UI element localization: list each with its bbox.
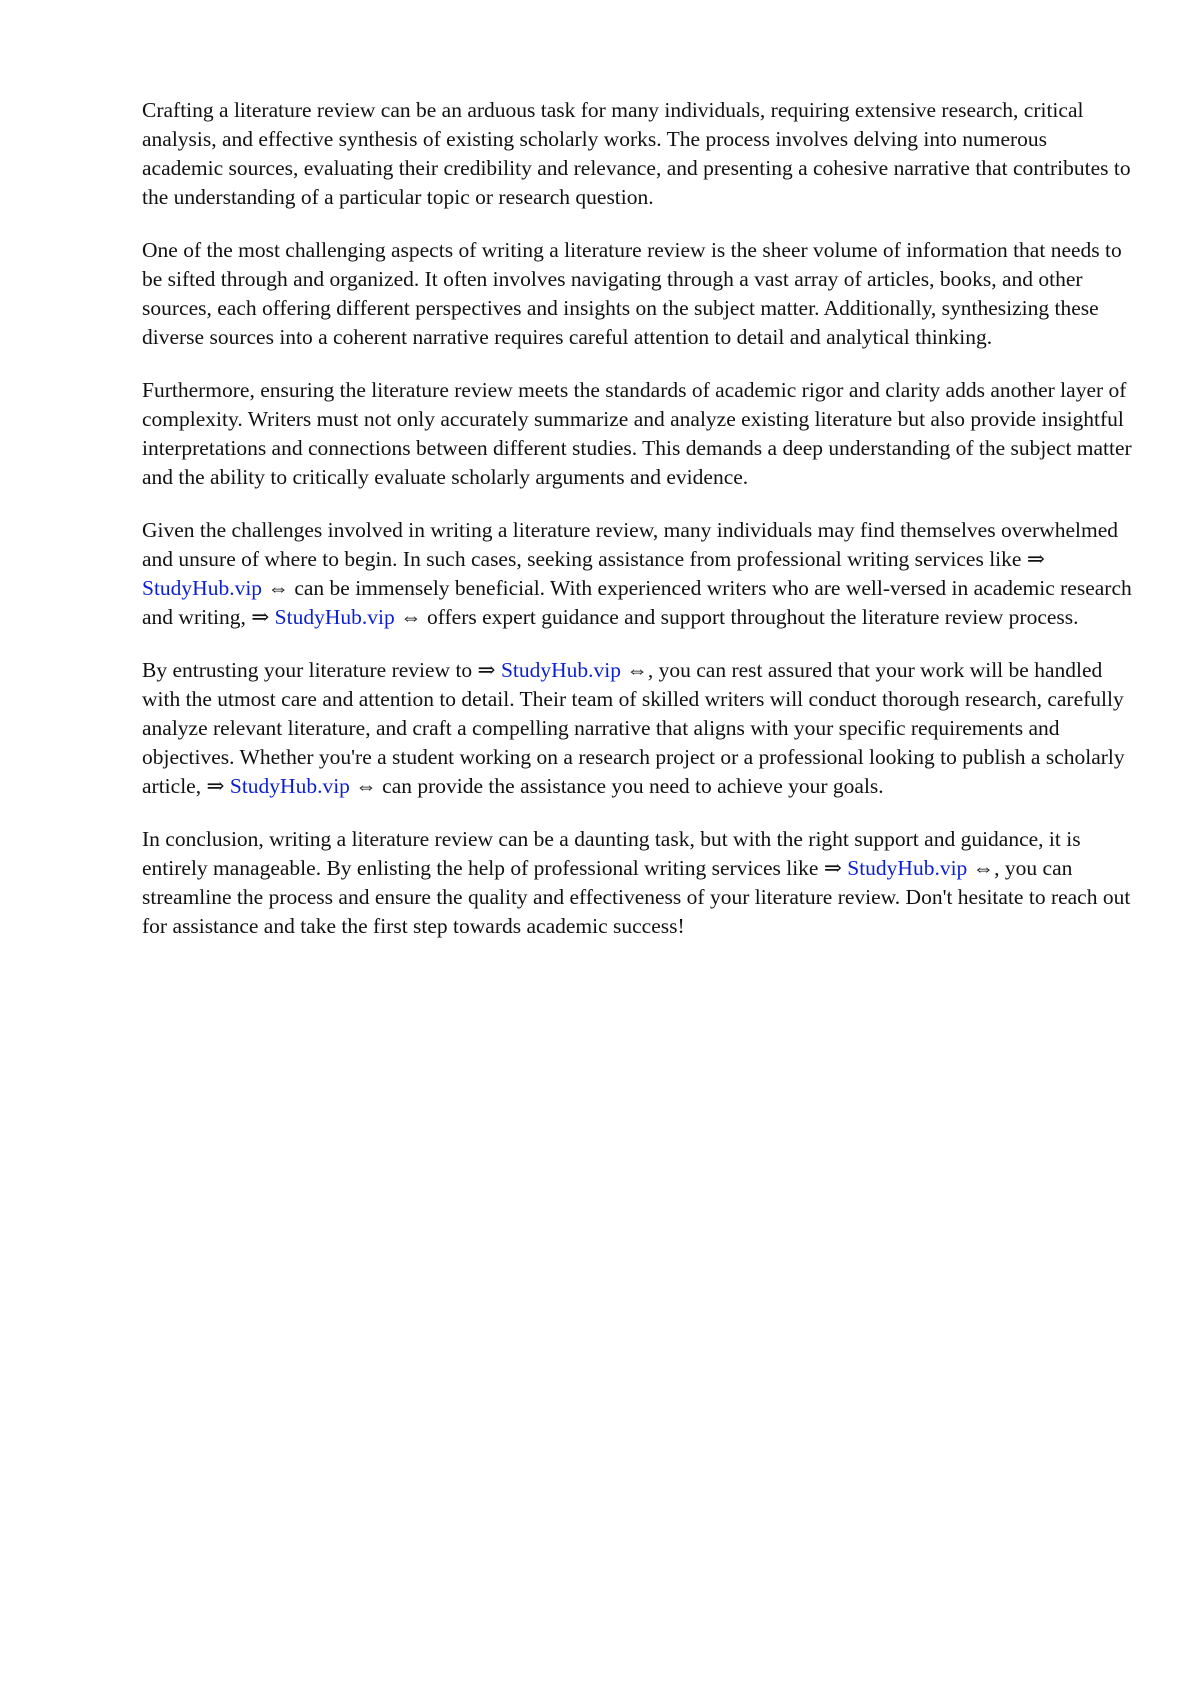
paragraph-text: ⇔, you can streamline the process and ensure the quality and effectiveness of your literature review. Don't hesitate to reach out for assistance and take the first step towards academic success!: [142, 856, 1131, 938]
paragraph-3: [142, 376, 1132, 492]
paragraph-text: ⇔ can be immensely beneficial. With experienced writers who are well-versed in academic research and writing, ⇒: [142, 576, 1132, 629]
paragraph-4: [142, 516, 1132, 632]
studyhub-link[interactable]: StudyHub.vip: [274, 605, 395, 629]
paragraph-text: ⇔ can provide the assistance you need to achieve your goals.: [349, 774, 884, 798]
paragraph-text: In conclusion, writing a literature review can be a daunting task, but with the right support and guidance, it is entirely manageable. By enlisting the help of professional writing services like ⇒: [142, 827, 1081, 880]
paragraph-text: By entrusting your literature review to ⇒: [142, 658, 501, 682]
paragraph-text: ⇔ offers expert guidance and support throughout the literature review process.: [394, 605, 1079, 629]
paragraph-text: ⇔, you can rest assured that your work will be handled with the utmost care and attention to detail. Their team of skilled writers will conduct thorough research, carefully analyze relevant literature, and craft a compelling narrative that aligns with your specific requirements and objectives. Whether you're a student working on a research project or a professional looking to publish a scholarly article, ⇒: [142, 658, 1125, 798]
paragraph-2: [142, 236, 1132, 352]
studyhub-link[interactable]: StudyHub.vip: [142, 576, 263, 600]
paragraph-5: [142, 656, 1132, 801]
paragraph-text: Crafting a literature review can be an arduous task for many individuals, requiring extensive research, critical analysis, and effective synthesis of existing scholarly works. The process involves delving into numerous academic sources, evaluating their credibility and relevance, and presenting a cohesive narrative that contributes to the understanding of a particular topic or research question.: [142, 98, 1131, 209]
studyhub-link[interactable]: StudyHub.vip: [229, 774, 350, 798]
paragraph-6: [142, 825, 1132, 941]
document-page: [142, 96, 1132, 965]
paragraph-1: [142, 96, 1132, 212]
paragraph-text: One of the most challenging aspects of writing a literature review is the sheer volume of information that needs to be sifted through and organized. It often involves navigating through a vast array of articles, books, and other sources, each offering different perspectives and insights on the subject matter. Additionally, synthesizing these diverse sources into a coherent narrative requires careful attention to detail and analytical thinking.: [142, 238, 1122, 349]
paragraph-text: Given the challenges involved in writing a literature review, many individuals may find themselves overwhelmed and unsure of where to begin. In such cases, seeking assistance from professional writing services like ⇒: [142, 518, 1118, 571]
studyhub-link[interactable]: StudyHub.vip: [847, 856, 968, 880]
paragraph-text: Furthermore, ensuring the literature review meets the standards of academic rigor and clarity adds another layer of complexity. Writers must not only accurately summarize and analyze existing literature but also provide insightful interpretations and connections between different studies. This demands a deep understanding of the subject matter and the ability to critically evaluate scholarly arguments and evidence.: [142, 378, 1132, 489]
studyhub-link[interactable]: StudyHub.vip: [500, 658, 622, 682]
